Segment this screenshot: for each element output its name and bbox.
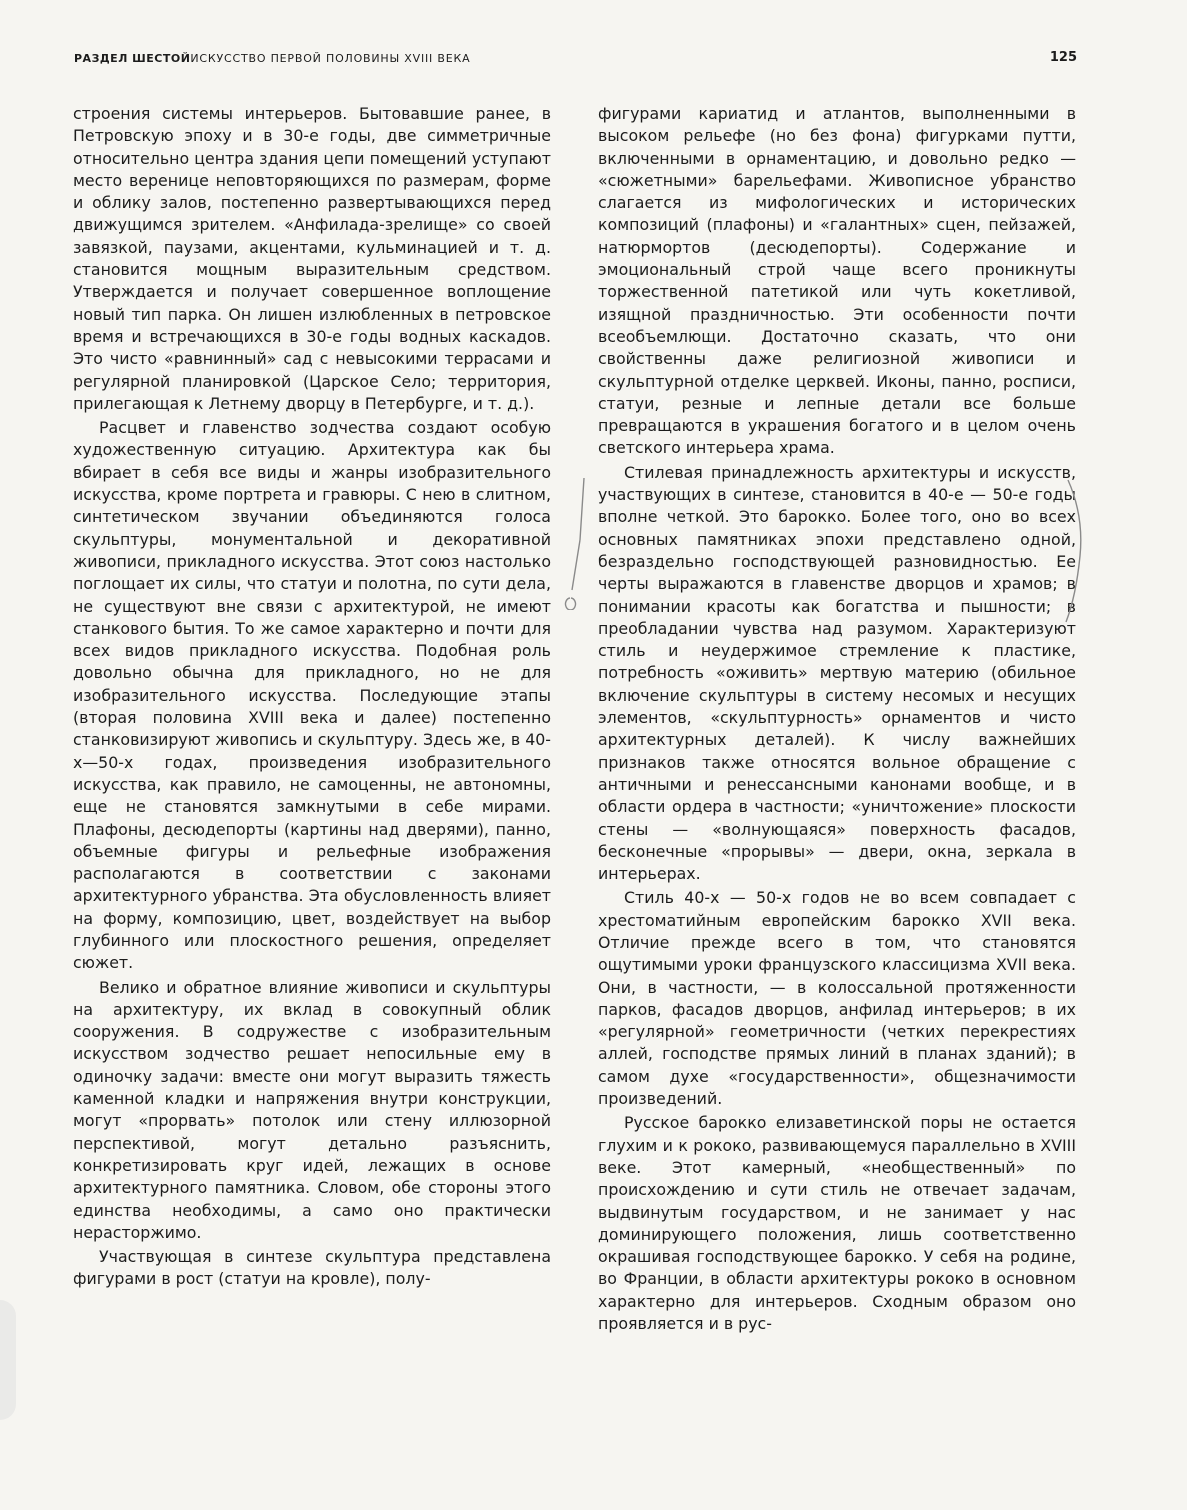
- paragraph: Стиль 40-х — 50-х годов не во всем совпадает с хрестоматийным европейским барокко XVII века. Отличие прежде всего в том, что становятся ощутимыми уроки французского классицизма XVII века. Они, в частности, — в колоссальной протяженности парков, фасадов дворцов, анфилад интерьеров; в их «регулярной» геометричности (четких перекрестиях аллей, господстве прямых линий в планах зданий); в самом духе «государственности», общезначимости произведений.: [598, 888, 1076, 1109]
- paragraph: Стилевая принадлежность архитектуры и искусств, участвующих в синтезе, становится в 40-е — 50-е годы вполне четкой. Это барокко. Более того, оно во всех основных памятниках эпохи представлено одной, безраздельно господствующей разновидностью. Ее черты выражаются в главенстве дворцов и храмов; в понимании красоты как богатства и пышности; в преобладании чувства над разумом. Характеризуют стиль и неудержимое стремление к пластике, потребность «оживить» мертвую материю (обильное включение скульптуры в систему несомых и несущих элементов, «скульптурность» орнаментов и чисто архитектурных деталей). К числу важнейших признаков также относятся вольное обращение с античными и ренессансными канонами вообще, и в области ордера в частности; «уничтожение» плоскости стены — «волнующаяся» поверхность фасадов, бесконечные «прорывы» — двери, окна, зеркала в интерьерах.: [598, 462, 1076, 884]
- right-column: [598, 103, 1076, 1335]
- pencil-bracket-mark: [1062, 476, 1092, 626]
- running-header-section: [74, 52, 470, 65]
- scan-shadow: [0, 1300, 16, 1420]
- paragraph: строения системы интерьеров. Бытовавшие ранее, в Петровскую эпоху и в 30-е годы, две симметричные относительно центра здания цепи помещений уступают место веренице неповторяющихся по размерам, форме и облику залов, постепенно развертывающихся перед движущимся зрителем. «Анфилада-зрелище» со своей завязкой, паузами, акцентами, кульминацией и т. д. становится мощным выразительным средством. Утверждается и получает совершенное воплощение новый тип парка. Он лишен излюбленных в петровское время и встречающихся в 30-е годы водных каскадов. Это чисто «равнинный» сад с невысокими террасами и регулярной планировкой (Царское Село; территория, прилегающая к Летнему дворцу в Петербурге, и т. д.).: [73, 104, 551, 413]
- left-column: [73, 103, 551, 1291]
- paragraph: Участвующая в синтезе скульптура представлена фигурами в рост (статуи на кровле), полу-: [73, 1247, 551, 1289]
- section-label: РАЗДЕЛ ШЕСТОЙ: [74, 52, 191, 65]
- paragraph: Русское барокко елизаветинской поры не остается глухим и к рококо, развивающемуся параллельно в XVIII веке. Этот камерный, «необщественный» по происхождению и сути стиль не отвечает задачам, выдвинутым государством, и не занимает у нас доминирующего положения, лишь соответственно окрашивая господствующее барокко. У себя на родине, во Франции, в области архитектуры рококо в основном характерно для интерьеров. Сходным образом оно проявляется и в рус-: [598, 1113, 1076, 1334]
- page-number: 125: [1049, 50, 1077, 65]
- paragraph: фигурами кариатид и атлантов, выполненными в высоком рельефе (но без фона) фигурками путти, включенными в орнаментацию, и довольно редко — «сюжетными» барельефами. Живописное убранство слагается из мифологических и исторических композиций (плафоны) и «галантных» сцен, пейзажей, натюрмортов (десюдепорты). Содержание и эмоциональный строй чаще всего проникнуты торжественной патетикой или чуть кокетливой, изящной праздничностью. Эти особенности почти всеобъемлющи. Достаточно сказать, что они свойственны даже религиозной живописи и скульптурной отделке церквей. Иконы, панно, росписи, статуи, резные и лепные детали все больше превращаются в украшения богатого и в целом очень светского интерьера храма.: [598, 104, 1076, 458]
- pencil-margin-mark: [562, 470, 602, 610]
- section-title: ИСКУССТВО ПЕРВОЙ ПОЛОВИНЫ XVIII ВЕКА: [190, 52, 471, 65]
- running-header: [74, 52, 1077, 72]
- paragraph: Расцвет и главенство зодчества создают особую художественную ситуацию. Архитектура как бы вбирает в себя все виды и жанры изобразительного искусства, кроме портрета и гравюры. С нею в слитном, синтетическом звучании объединяются голоса скульптуры, монументальной и декоративной живописи, прикладного искусства. Этот союз настолько поглощает их силы, что статуи и полотна, по сути дела, не существуют вне связи с архитектурой, не имеют станкового бытия. То же самое характерно и почти для всех видов прикладного искусства. Подобная роль довольно обычна для прикладного, но не для изобразительного искусства. Последующие этапы (вторая половина XVIII века и далее) постепенно станковизируют живопись и скульптуру. Здесь же, в 40-х—50-х годах, произведения изобразительного искусства, как правило, не самоценны, не автономны, еще не становятся замкнутыми в себе мирами. Плафоны, десюдепорты (картины над дверями), панно, объемные фигуры и рельефные изображения располагаются в соответствии с законами архитектурного убранства. Эта обусловленность влияет на форму, композицию, цвет, воздействует на выбор глубинного или плоскостного решения, определяет сюжет.: [73, 418, 551, 973]
- paragraph: Велико и обратное влияние живописи и скульптуры на архитектуру, их вклад в совокупный облик сооружения. В содружестве с изобразительным искусством зодчество решает непосильные ему в одиночку задачи: вместе они могут выразить тяжесть каменной кладки и напряжения внутри конструкции, могут «прорвать» потолок или стену иллюзорной перспективой, могут детально разъяснить, конкретизировать круг идей, лежащих в основе архитектурного памятника. Словом, обе стороны этого единства необходимы, а само оно практически нерасторжимо.: [73, 977, 551, 1242]
